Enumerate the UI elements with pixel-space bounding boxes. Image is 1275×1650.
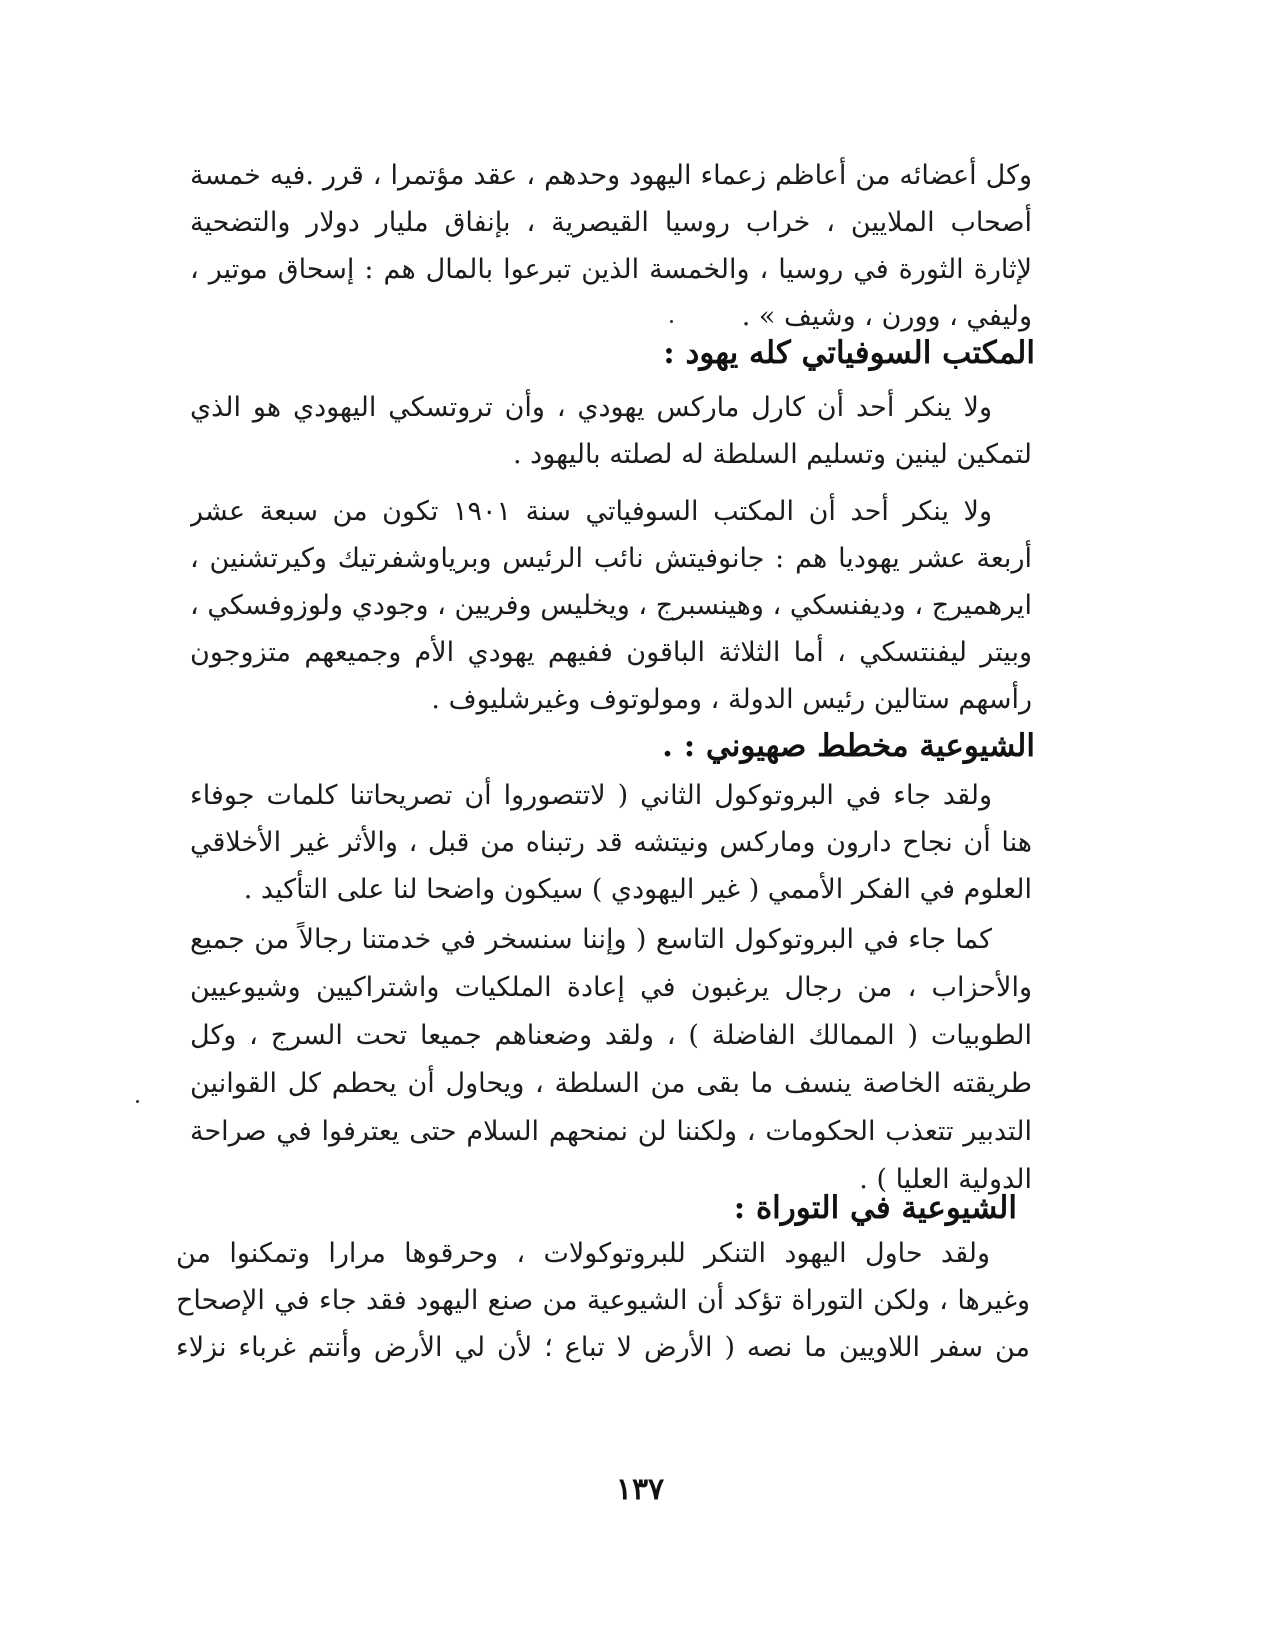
paragraph-line: وكل أعضائه من أعاظم زعماء اليهود وحدهم ، عقد مؤتمرا ، قرر .فيه خمسة <box>190 160 1032 191</box>
paragraph-line: والأحزاب ، من رجال يرغبون في إعادة الملكيات واشتراكيين وشيوعيين <box>190 972 1032 1003</box>
paragraph-line: ولا ينكر أحد أن المكتب السوفياتي سنة ١٩٠١ تكون من سبعة عشر <box>190 496 992 527</box>
paragraph-line: كما جاء في البروتوكول التاسع ( وإننا سنسخر في خدمتنا رجالاً من جميع <box>190 924 992 955</box>
paragraph-line: ولقد حاول اليهود التنكر للبروتوكولات ، وحرقوها مرارا وتمكنوا من <box>176 1238 990 1269</box>
section-heading-soviet-office: المكتب السوفياتي كله يهود : <box>663 335 1035 371</box>
paragraph-line: هنا أن نجاح دارون وماركس ونيتشه قد رتبناه من قبل ، والأثر غير الأخلاقي <box>190 827 1032 858</box>
paragraph-4 <box>190 772 1032 913</box>
paragraph-line: أربعة عشر يهوديا هم : جانوفيتش نائب الرئيس وبرياوشفرتيك وكيرتشنين ، <box>190 543 1032 574</box>
paragraph-line: وغيرها ، ولكن التوراة تؤكد أن الشيوعية من صنع اليهود فقد جاء في الإصحاح <box>176 1285 1030 1316</box>
paragraph-1 <box>190 152 1032 340</box>
paragraph-line: ولقد جاء في البروتوكول الثاني ( لاتتصوروا أن تصريحاتنا كلمات جوفاء <box>190 780 992 811</box>
paragraph-line: طريقته الخاصة ينسف ما بقى من السلطة ، ويحاول أن يحطم كل القوانين <box>190 1068 1032 1099</box>
section-heading-zionist-plan: الشيوعية مخطط صهيوني : . <box>662 728 1035 764</box>
scan-speck <box>670 320 673 323</box>
paragraph-line: وليفي ، وورن ، وشيف » . <box>741 301 1032 332</box>
paragraph-line: العلوم في الفكر الأممي ( غير اليهودي ) سيكون واضحا لنا على التأكيد . <box>243 874 1032 905</box>
paragraph-6 <box>176 1230 1030 1371</box>
paragraph-line: ولا ينكر أحد أن كارل ماركس يهودي ، وأن تروتسكي اليهودي هو الذي <box>190 392 992 423</box>
section-heading-torah: الشيوعية في التوراة : <box>733 1190 1017 1226</box>
paragraph-line: التدبير تتعذب الحكومات ، ولكننا لن نمنحهم السلام حتى يعترفوا في صراحة <box>190 1116 1032 1147</box>
paragraph-line: الطوبيات ( الممالك الفاضلة ) ، ولقد وضعناهم جميعا تحت السرج ، وكل <box>190 1020 1032 1051</box>
paragraph-line: ايرهميرج ، وديفنسكي ، وهينسبرج ، ويخليس وفريين ، وجودي ولوزوفسكي ، <box>190 590 1032 621</box>
paragraph-line: من سفر اللاويين ما نصه ( الأرض لا تباع ؛ لأن لي الأرض وأنتم غرباء نزلاء <box>176 1332 1030 1363</box>
paragraph-5 <box>190 916 1032 1204</box>
paragraph-2 <box>190 384 1032 478</box>
paragraph-line: لإثارة الثورة في روسيا ، والخمسة الذين تبرعوا بالمال هم : إسحاق موتير ، <box>190 254 1032 285</box>
paragraph-line: الدولية العليا ) . <box>859 1164 1032 1195</box>
paragraph-line: لتمكين لينين وتسليم السلطة له لصلته باليهود . <box>513 439 1032 470</box>
paragraph-line: وبيتر ليفنتسكي ، أما الثلاثة الباقون ففيهم يهودي الأم وجميعهم متزوجون <box>190 637 1032 668</box>
scan-speck <box>136 1100 139 1103</box>
page-number: ١٣٧ <box>615 1472 665 1507</box>
paragraph-3 <box>190 488 1032 723</box>
paragraph-line: رأسهم ستالين رئيس الدولة ، ومولوتوف وغيرشليوف . <box>431 684 1032 715</box>
paragraph-line: أصحاب الملايين ، خراب روسيا القيصرية ، بإنفاق مليار دولار والتضحية <box>190 207 1032 238</box>
